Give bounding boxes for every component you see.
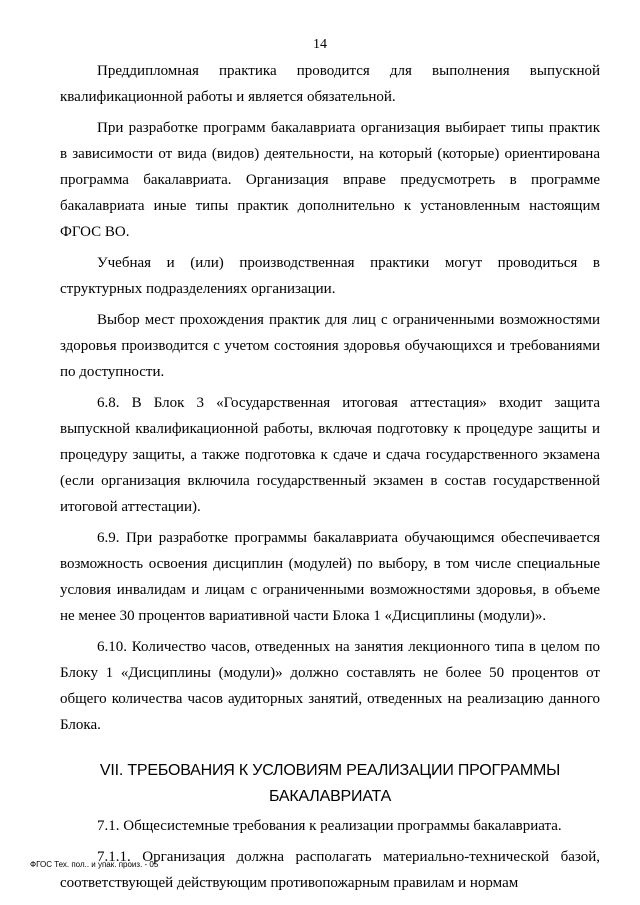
paragraph-6-10: 6.10. Количество часов, отведенных на занятия лекционного типа в целом по Блоку 1 «Дисциплины (модули)» должно составлять не более 50 процентов от общего количества часов аудиторных занятий, отведенных на реализацию данного Блока. (60, 639, 600, 733)
paragraph-6-8: 6.8. В Блок 3 «Государственная итоговая аттестация» входит защита выпускной квалификационной работы, включая подготовку к процедуре защиты и процедуру защиты, а также подготовка к сдаче и сдача государственного экзамена (если организация включила государственный экзамен в состав государственной итоговой аттестации). (60, 395, 600, 515)
paragraph-6-9: 6.9. При разработке программы бакалавриата обучающимся обеспечивается возможность освоения дисциплин (модулей) по выбору, в том числе специальные условия инвалидам и лицам с ограниченными возможностями здоровья, в объеме не менее 30 процентов вариативной части Блока 1 «Дисциплины (модули)». (60, 530, 600, 624)
section-title (60, 758, 600, 810)
paragraph-disabled-practice: Выбор мест прохождения практик для лиц с ограниченными возможностями здоровья производится с учетом состояния здоровья обучающихся и требованиями по доступности. (60, 312, 600, 380)
section-title-line1: VII. ТРЕБОВАНИЯ К УСЛОВИЯМ РЕАЛИЗАЦИИ ПРОГРАММЫ (99, 762, 561, 779)
footer-code: ФГОС Тех. пол.. и упак. произ. - 05 (30, 860, 159, 869)
page-number: 14 (313, 37, 327, 52)
document-body (60, 58, 600, 901)
paragraph-7-1: 7.1. Общесистемные требования к реализации программы бакалавриата. (97, 818, 562, 834)
paragraph-pre-diploma-practice: Преддипломная практика проводится для выполнения выпускной квалификационной работы и является обязательной. (60, 63, 600, 105)
paragraph-structural-units: Учебная и (или) производственная практики могут проводиться в структурных подразделениях организации. (60, 255, 600, 297)
section-title-line2: БАКАЛАВРИАТА (268, 788, 392, 805)
paragraph-7-1-1: 7.1.1. Организация должна располагать материально-технической базой, соответствующей действующим противопожарным правилам и нормам (60, 849, 600, 891)
paragraph-practice-types: При разработке программ бакалавриата организация выбирает типы практик в зависимости от вида (видов) деятельности, на который (которые) ориентирована программа бакалавриата. Организация вправе предусмотреть в программе бакалавриата иные типы практик дополнительно к установленным настоящим ФГОС ВО. (60, 120, 600, 240)
